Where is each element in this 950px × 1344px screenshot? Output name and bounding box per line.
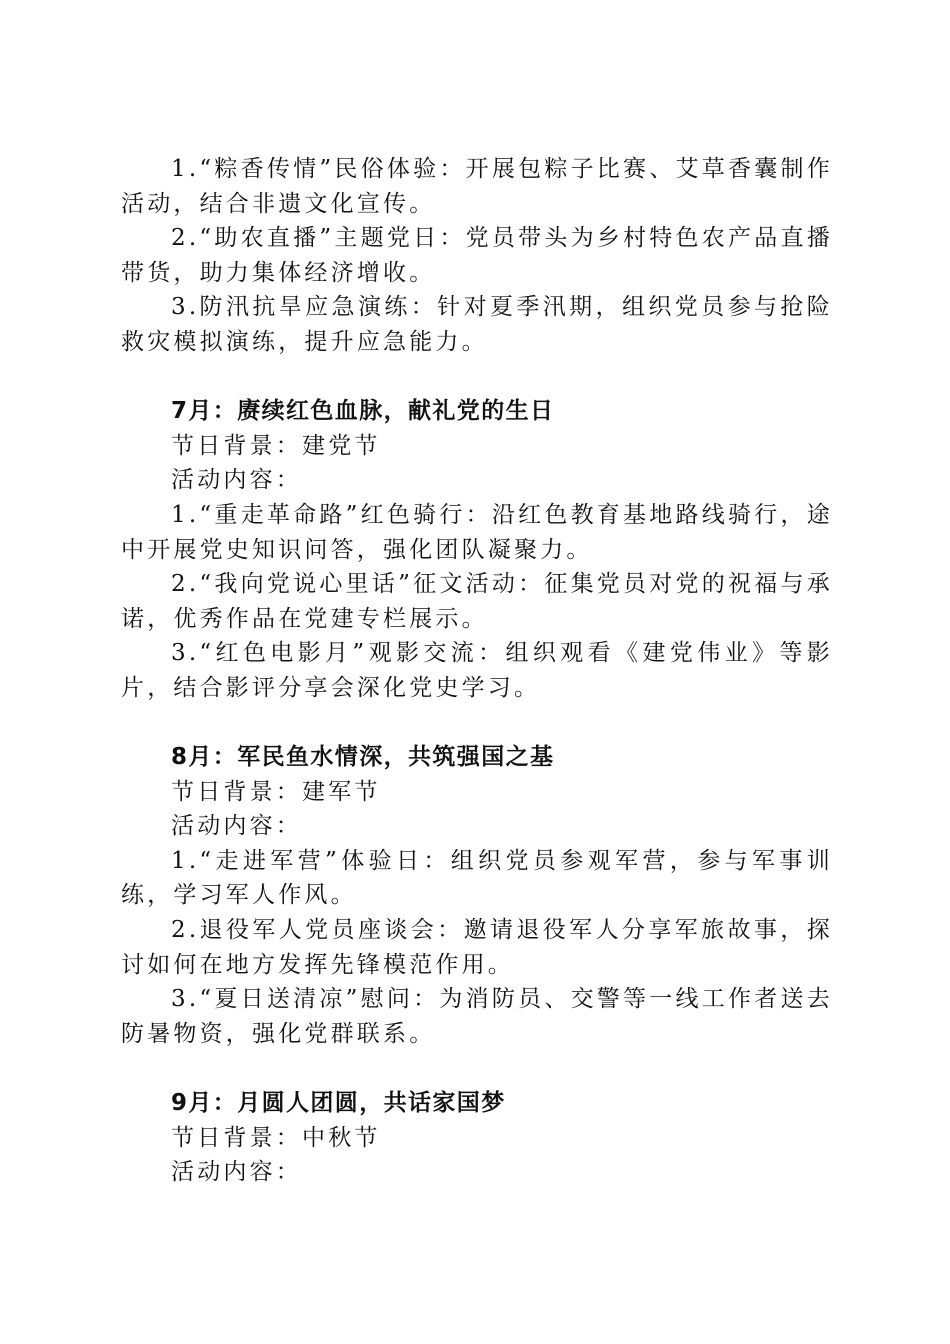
festival-background: 节日背景：中秋节	[171, 1124, 381, 1151]
list-item: 1.“走进军营”体验日：组织党员参观军营，参与军事训练，学习军人作风。	[121, 847, 833, 909]
list-item: 3.“夏日送清凉”慰问：为消防员、交警等一线工作者送去防暑物资，强化党群联系。	[121, 986, 833, 1047]
activity-content-label: 活动内容：	[171, 813, 302, 840]
activity-content-label: 活动内容：	[171, 467, 302, 494]
paragraph-spacer	[121, 360, 833, 395]
paragraph-spacer	[121, 1051, 833, 1086]
section-heading: 7月：赓续红色血脉，献礼党的生日	[171, 398, 555, 425]
list-item: 3.“红色电影月”观影交流：组织观看《建党伟业》等影片，结合影评分享会深化党史学习。	[121, 640, 833, 701]
section-september	[121, 1086, 833, 1190]
list-item: 3.防汛抗旱应急演练：针对夏季汛期，组织党员参与抢险救灾模拟演练，提升应急能力。	[121, 294, 833, 355]
section-august	[121, 740, 833, 1051]
list-item: 2.“助农直播”主题党日：党员带头为乡村特色农产品直播带货，助力集体经济增收。	[121, 225, 833, 286]
list-item: 2.“我向党说心里话”征文活动：征集党员对党的祝福与承诺，优秀作品在党建专栏展示。	[121, 571, 833, 632]
section-heading: 8月：军民鱼水情深，共筑强国之基	[171, 744, 555, 771]
activity-content-label: 活动内容：	[171, 1159, 302, 1186]
document-body	[121, 152, 833, 1190]
section-july	[121, 394, 833, 705]
festival-background: 节日背景：建军节	[171, 778, 381, 805]
list-item: 1.“粽香传情”民俗体验：开展包粽子比赛、艾草香囊制作活动，结合非遗文化宣传。	[121, 156, 833, 217]
list-item: 1.“重走革命路”红色骑行：沿红色教育基地路线骑行，途中开展党史知识问答，强化团队凝聚力。	[121, 501, 833, 563]
festival-background: 节日背景：建党节	[171, 432, 381, 459]
list-item: 2.退役军人党员座谈会：邀请退役军人分享军旅故事，探讨如何在地方发挥先锋模范作用。	[121, 917, 833, 978]
paragraph-spacer	[121, 706, 833, 741]
section-heading: 9月：月圆人团圆，共话家国梦	[171, 1090, 506, 1117]
